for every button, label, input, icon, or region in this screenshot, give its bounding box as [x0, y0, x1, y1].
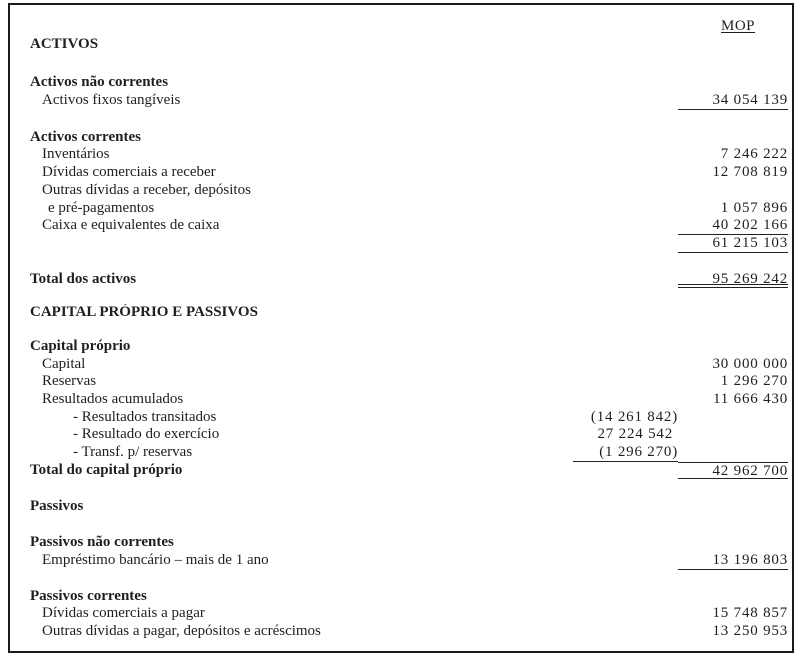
row-value-right: 7 246 222 — [720, 146, 788, 163]
statement-row — [20, 338, 788, 356]
row-value-right — [678, 409, 788, 427]
row-value-right: 34 054 139 — [678, 92, 788, 110]
row-value-right — [678, 498, 788, 516]
statement-row — [20, 426, 788, 444]
statement-row — [20, 356, 788, 374]
row-value-right: 12 708 819 — [712, 164, 788, 181]
row-value-right: 42 962 700 — [678, 462, 788, 480]
statement-row — [20, 92, 788, 110]
statement-row — [20, 552, 788, 570]
row-label: Outras dívidas a receber, depósitos — [42, 181, 251, 198]
row-value-right: 11 666 430 — [713, 391, 788, 407]
statement-row — [20, 409, 788, 427]
balance-sheet — [10, 5, 792, 641]
statement-row — [20, 74, 788, 92]
row-value-mid — [573, 373, 678, 391]
row-value-right — [678, 129, 788, 147]
row-label: Resultados acumulados — [42, 391, 184, 407]
row-label: Reservas — [42, 373, 97, 390]
row-label: Passivos — [30, 498, 84, 515]
statement-row — [20, 146, 788, 164]
statement-row — [20, 36, 788, 54]
row-value-right: 13 250 953 — [712, 622, 788, 639]
row-value-right — [678, 426, 788, 444]
row-value-right: 40 202 166 — [678, 217, 788, 235]
row-value-mid — [573, 164, 678, 182]
row-value-mid — [573, 304, 678, 322]
row-label: Activos não correntes — [30, 74, 169, 91]
row-value-mid — [573, 498, 678, 516]
statement-row — [20, 304, 788, 322]
row-label: Empréstimo bancário – mais de 1 ano — [42, 551, 269, 568]
row-value-right: 1 296 270 — [720, 373, 788, 390]
row-label: Capital — [42, 355, 86, 372]
row-value-right — [678, 588, 788, 606]
row-value-mid — [573, 462, 678, 480]
document-frame — [8, 3, 794, 653]
statement-row — [20, 164, 788, 182]
row-label: Activos correntes — [30, 128, 141, 145]
row-value-right — [678, 182, 788, 200]
row-value-mid — [573, 623, 678, 641]
row-value-mid — [573, 217, 678, 235]
row-label: - Resultado do exercício — [73, 426, 220, 443]
row-label: Capital próprio — [30, 337, 131, 354]
statement-row — [20, 605, 788, 623]
header-mid-spacer — [573, 18, 678, 36]
row-label: Outras dívidas a pagar, depósitos e acréscimos — [42, 622, 321, 639]
row-value-right: 15 748 857 — [712, 605, 788, 622]
row-value-mid: (1 296 270) — [573, 444, 678, 462]
row-value-right — [678, 338, 788, 356]
currency-column — [678, 18, 788, 36]
row-value-mid — [573, 338, 678, 356]
statement-row — [20, 217, 788, 235]
statement-row — [20, 391, 788, 409]
statement-row — [20, 623, 788, 641]
row-value-right — [678, 74, 788, 92]
row-value-mid — [573, 129, 678, 147]
statement-row — [20, 271, 788, 289]
row-value-mid — [573, 391, 678, 409]
statement-row — [20, 235, 788, 253]
statement-row — [20, 373, 788, 391]
statement-row — [20, 534, 788, 552]
row-value-mid — [573, 92, 678, 110]
row-value-right: 95 269 242 — [678, 271, 788, 289]
row-value-mid — [573, 200, 678, 218]
row-value-right: 1 057 896 — [720, 199, 788, 216]
row-value-right — [678, 444, 788, 462]
row-value-right — [678, 534, 788, 552]
row-label: Total dos activos — [30, 270, 137, 287]
row-label: Passivos não correntes — [30, 534, 174, 551]
statement-row — [20, 462, 788, 480]
row-value-mid — [573, 271, 678, 289]
row-value-right: 30 000 000 — [712, 355, 788, 372]
row-value-mid — [573, 235, 678, 253]
row-value-right — [678, 36, 788, 54]
row-value-mid — [573, 588, 678, 606]
row-label — [20, 235, 573, 253]
statement-row — [20, 498, 788, 516]
row-value-right: 61 215 103 — [678, 235, 788, 253]
row-value-right: 13 196 803 — [678, 552, 788, 570]
row-value-mid — [573, 182, 678, 200]
currency-header-row — [20, 18, 788, 36]
row-label: - Resultados transitados — [73, 408, 217, 425]
row-label: Activos fixos tangíveis — [42, 92, 181, 109]
row-label: ACTIVOS — [30, 35, 99, 52]
row-value-mid — [573, 74, 678, 92]
statement-row — [20, 182, 788, 200]
row-value-mid: (14 261 842) — [590, 408, 678, 425]
row-label: CAPITAL PRÓPRIO E PASSIVOS — [30, 304, 258, 321]
row-value-mid: 27 224 542 — [597, 426, 673, 443]
statement-row — [20, 200, 788, 218]
row-value-mid — [573, 534, 678, 552]
row-label: Passivos correntes — [30, 587, 147, 604]
row-value-mid — [573, 605, 678, 623]
row-label: Caixa e equivalentes de caixa — [42, 217, 220, 234]
currency-label: MOP — [720, 18, 755, 34]
statement-rows — [20, 36, 788, 641]
row-value-mid — [573, 552, 678, 570]
row-label: e pré-pagamentos — [48, 199, 155, 216]
row-value-right — [678, 304, 788, 322]
statement-row — [20, 129, 788, 147]
statement-row — [20, 588, 788, 606]
statement-row — [20, 444, 788, 462]
header-spacer — [20, 18, 573, 36]
row-value-mid — [573, 36, 678, 54]
row-value-mid — [573, 356, 678, 374]
row-label: Dívidas comerciais a pagar — [42, 605, 205, 622]
row-label: Total do capital próprio — [30, 461, 183, 478]
row-label: Dívidas comerciais a receber — [42, 164, 216, 181]
row-label: - Transf. p/ reservas — [73, 444, 193, 461]
row-label: Inventários — [42, 146, 110, 163]
row-value-mid — [573, 146, 678, 164]
